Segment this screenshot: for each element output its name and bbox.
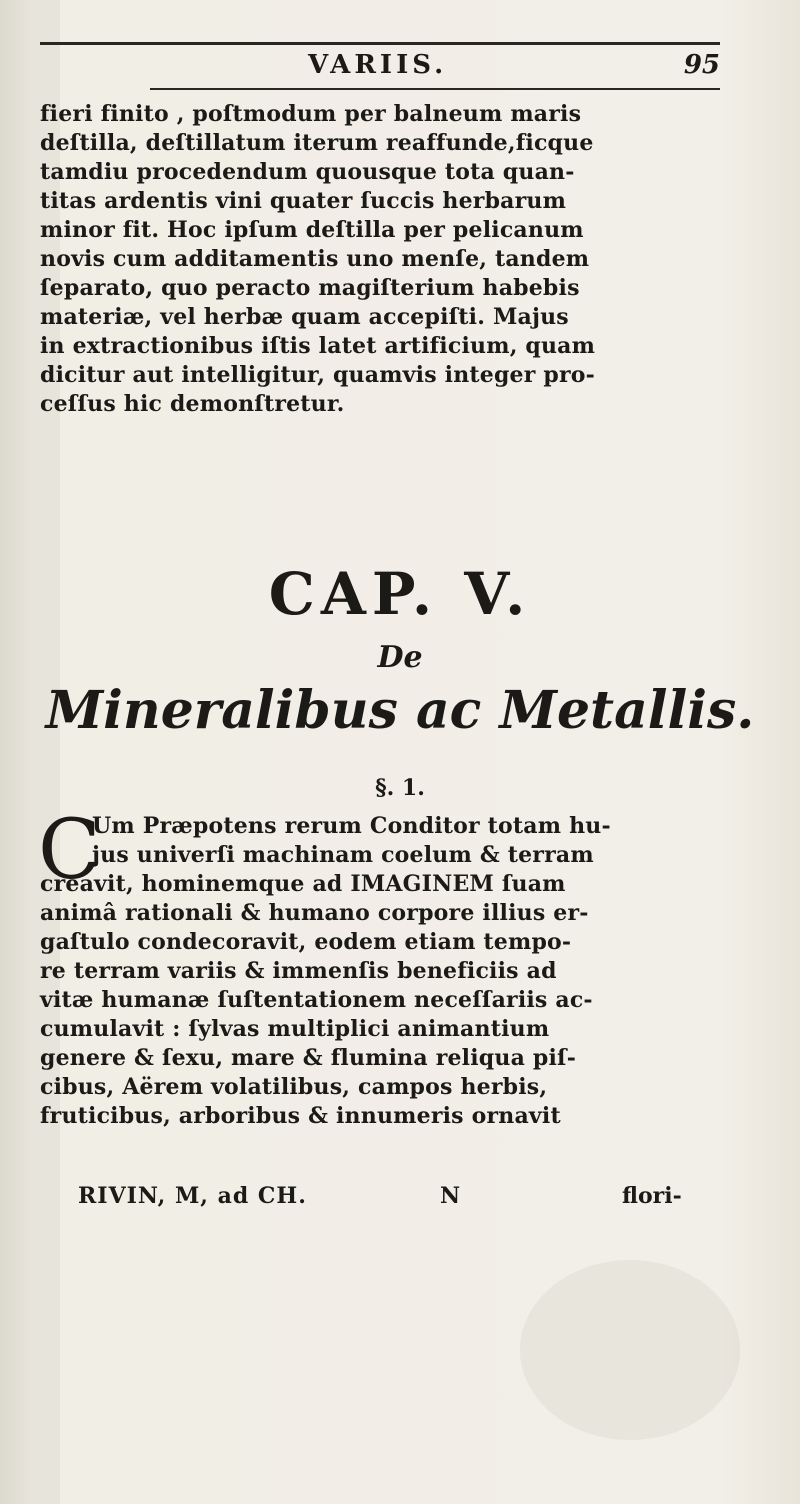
text-line: deſtilla, deſtillatum iterum reaffunde,ficque <box>40 130 594 156</box>
text-line: jus univerſi machinam coelum & terram <box>92 842 594 868</box>
text-line: novis cum additamentis uno menſe, tandem <box>40 246 590 272</box>
drop-cap: C <box>38 803 101 898</box>
text-line: genere & ſexu, mare & flumina reliqua piſ- <box>40 1045 577 1071</box>
text-line: cibus, Aërem volatilibus, campos herbis, <box>40 1074 548 1100</box>
gathering-letter: N <box>440 1183 461 1209</box>
text-line: materiæ, vel herbæ quam accepiſti. Majus <box>40 304 569 330</box>
section-mark: §. 1. <box>375 775 425 801</box>
text-line: in extractionibus iſtis latet artificium, quam <box>40 333 596 359</box>
text-line: gaſtulo condecoravit, eodem etiam tempo- <box>40 929 572 955</box>
text-line: minor fit. Hoc ipſum deſtilla per pelicanum <box>40 217 584 243</box>
text-line: fieri finito , poſtmodum per balneum maris <box>40 101 582 127</box>
text-line: cumulavit : ſylvas multiplici animantium <box>40 1016 550 1042</box>
text-line: vitæ humanæ ſuſtentationem neceſſariis ac- <box>40 987 593 1013</box>
text-line: fruticibus, arboribus & innumeris ornavit <box>40 1103 561 1129</box>
text-line: ſeparato, quo peracto magiſterium habebis <box>40 275 580 301</box>
running-head: VARIIS. <box>308 50 448 80</box>
text-line: titas ardentis vini quater ſuccis herbarum <box>40 188 567 214</box>
chapter-title: Mineralibus ac Metallis. <box>45 680 755 741</box>
signature-mark: RIVIN, M, ad CH. <box>78 1183 307 1209</box>
text-line: creavit, hominemque ad IMAGINEM ſuam <box>40 871 566 897</box>
text-line: tamdiu procedendum quousque tota quan- <box>40 159 575 185</box>
paragraph-2 <box>38 803 780 1131</box>
paragraph-1 <box>40 100 780 419</box>
page-number: 95 <box>683 50 720 80</box>
text-line: ceſſus hic demonſtretur. <box>40 391 345 417</box>
header-underline <box>150 88 720 90</box>
text-line: re terram variis & immenſis beneficiis ad <box>40 958 557 984</box>
text-line: animâ rationali & humano corpore illius er- <box>40 900 589 926</box>
text-line: dicitur aut intelligitur, quamvis integer pro- <box>40 362 595 388</box>
chapter-heading: CAP. V. <box>268 560 532 628</box>
catchword: flori- <box>622 1183 682 1209</box>
paper-stain <box>520 1260 740 1440</box>
header-rule <box>40 42 720 45</box>
text-line: Um Præpotens rerum Conditor totam hu- <box>92 813 611 839</box>
chapter-de: De <box>377 640 423 675</box>
